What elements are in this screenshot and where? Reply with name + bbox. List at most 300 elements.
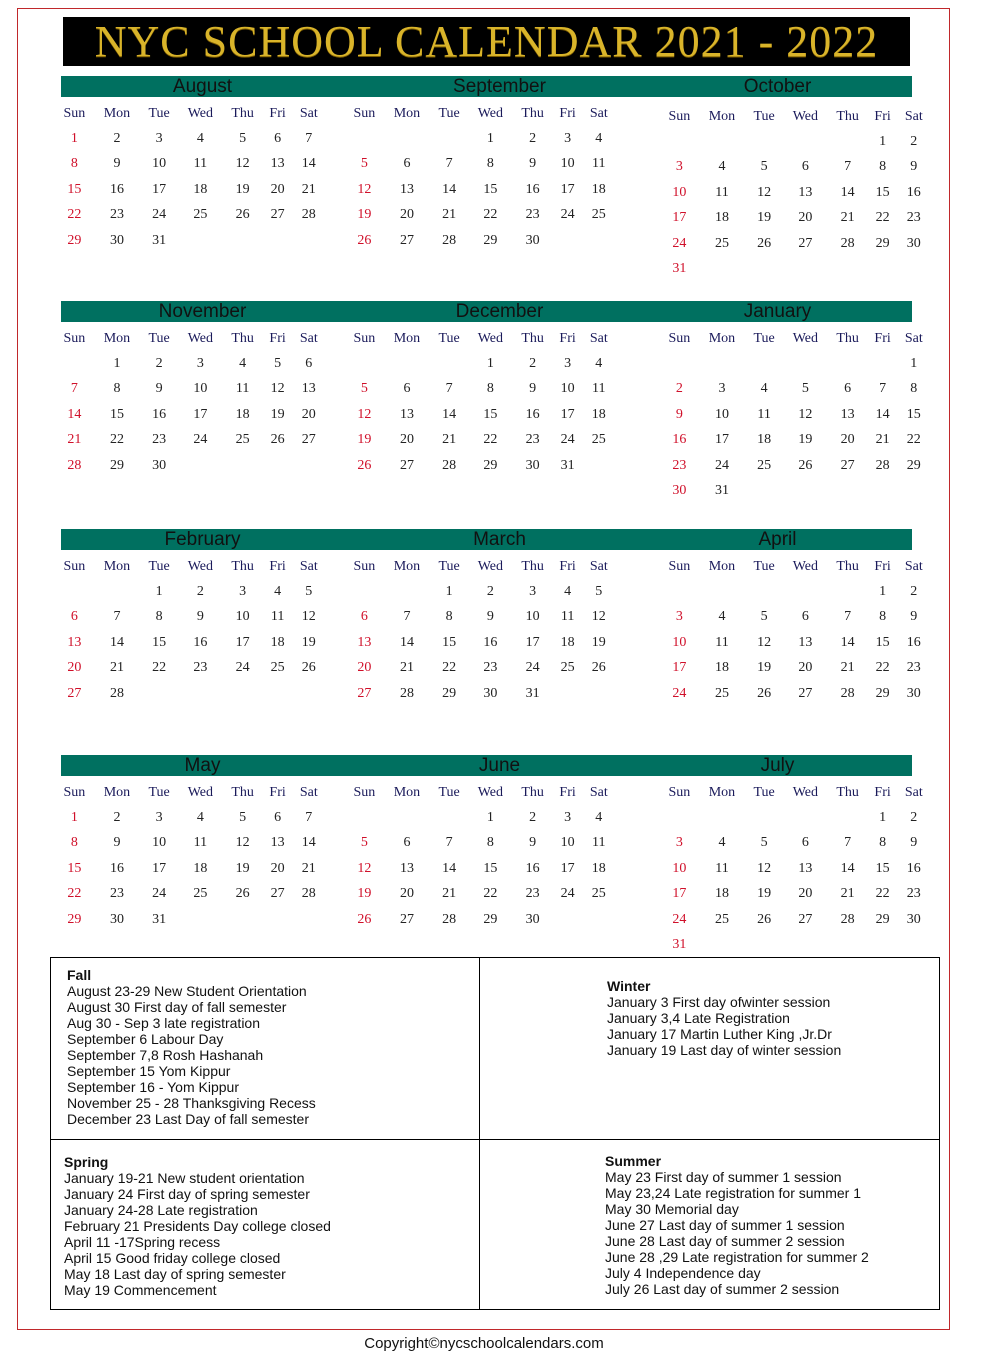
month-name: September: [453, 76, 546, 97]
weekday-header: Wed: [477, 785, 503, 800]
day-cell: 1: [879, 809, 887, 825]
day-cell: 22: [109, 432, 124, 448]
week-row: [660, 479, 930, 505]
day-cell: 6: [801, 159, 809, 175]
day-cell: [293, 228, 325, 254]
day-cell: 11: [592, 381, 606, 397]
day-cell: [783, 805, 828, 831]
week-row: [345, 656, 615, 682]
day-cell: 8: [486, 835, 494, 851]
day-cell: 17: [560, 181, 575, 197]
day-cell: [745, 933, 783, 959]
day-cell: 6: [274, 809, 282, 825]
note-item: January 17 Martin Luther King ,Jr.Dr: [607, 1026, 832, 1042]
day-cell: 19: [757, 210, 772, 226]
day-cell: 20: [301, 406, 316, 422]
month-january: [660, 327, 930, 504]
day-cell: 8: [910, 381, 918, 397]
day-cell: 5: [360, 156, 368, 172]
week-row: [660, 656, 930, 682]
day-cell: 24: [152, 886, 167, 902]
day-cell: 9: [486, 609, 494, 625]
day-cell: 29: [483, 457, 498, 473]
week-row: [345, 907, 615, 933]
week-row: [660, 630, 930, 656]
day-cell: 22: [906, 432, 921, 448]
day-cell: 31: [560, 457, 575, 473]
day-cell: 7: [844, 609, 852, 625]
day-cell: 1: [113, 355, 121, 371]
day-cell: 10: [560, 381, 575, 397]
day-cell: 30: [906, 685, 921, 701]
day-cell: [583, 228, 615, 254]
weekday-header: Sat: [299, 559, 318, 574]
week-row: [660, 856, 930, 882]
day-cell: 4: [239, 355, 247, 371]
day-cell: 23: [906, 210, 921, 226]
day-cell: 1: [70, 130, 78, 146]
day-cell: 17: [560, 860, 575, 876]
weekday-header: Wed: [792, 785, 818, 800]
day-cell: [178, 228, 223, 254]
day-cell: [660, 805, 699, 831]
day-cell: [898, 257, 930, 283]
note-item: June 27 Last day of summer 1 session: [605, 1217, 845, 1233]
day-cell: 22: [483, 207, 498, 223]
week-row: [660, 831, 930, 857]
day-cell: [583, 681, 615, 707]
note-item: June 28 Last day of summer 2 session: [605, 1233, 845, 1249]
day-cell: 29: [442, 685, 457, 701]
week-row: [55, 882, 325, 908]
week-row: [55, 402, 325, 428]
day-cell: [293, 681, 325, 707]
day-cell: 15: [152, 634, 167, 650]
note-item: September 16 - Yom Kippur: [67, 1079, 239, 1095]
day-cell: [583, 453, 615, 479]
day-cell: 3: [564, 130, 572, 146]
day-cell: 14: [399, 634, 414, 650]
day-cell: 25: [591, 207, 606, 223]
day-cell: 28: [301, 207, 316, 223]
day-cell: 22: [875, 210, 890, 226]
day-cell: 22: [67, 886, 82, 902]
day-cell: 27: [67, 685, 82, 701]
weekday-header: Tue: [438, 331, 460, 346]
day-cell: 15: [875, 634, 890, 650]
day-cell: 14: [875, 406, 890, 422]
month-february: [55, 555, 325, 707]
day-cell: 28: [840, 685, 855, 701]
weekday-header: Sun: [668, 559, 691, 574]
day-cell: 21: [442, 207, 457, 223]
week-row: [660, 257, 930, 283]
day-cell: 27: [270, 886, 285, 902]
day-cell: 9: [910, 159, 918, 175]
week-row: [55, 605, 325, 631]
day-cell: 30: [906, 911, 921, 927]
notes-winter: [607, 978, 841, 1058]
day-cell: 28: [442, 457, 457, 473]
notes-heading: Summer: [605, 1153, 662, 1169]
week-row: [660, 579, 930, 605]
day-cell: 3: [196, 355, 204, 371]
day-cell: [55, 351, 94, 377]
day-cell: [223, 453, 263, 479]
day-cell: 16: [906, 184, 921, 200]
day-cell: 10: [672, 860, 687, 876]
day-cell: 19: [235, 181, 250, 197]
weekday-header: Tue: [438, 785, 460, 800]
notes-table: [50, 957, 940, 1310]
day-cell: [430, 351, 468, 377]
day-cell: 21: [67, 432, 82, 448]
note-item: September 7,8 Rosh Hashanah: [67, 1047, 264, 1063]
day-cell: 25: [591, 886, 606, 902]
day-cell: 19: [235, 860, 250, 876]
day-cell: 15: [483, 860, 498, 876]
day-cell: 29: [67, 911, 82, 927]
day-cell: 18: [714, 886, 729, 902]
weekday-header: Thu: [521, 559, 544, 574]
day-cell: 8: [486, 381, 494, 397]
day-cell: 30: [672, 483, 687, 499]
day-cell: [868, 257, 898, 283]
day-cell: 6: [801, 835, 809, 851]
day-cell: 14: [301, 835, 316, 851]
week-row: [55, 152, 325, 178]
day-cell: 9: [529, 835, 537, 851]
day-cell: 6: [274, 130, 282, 146]
day-cell: [783, 129, 828, 155]
month-name: October: [743, 76, 812, 97]
notes-heading: Spring: [64, 1154, 109, 1170]
day-cell: 12: [798, 406, 813, 422]
day-cell: 8: [879, 835, 887, 851]
day-cell: 7: [445, 381, 453, 397]
day-cell: 25: [714, 235, 729, 251]
weekday-header: Wed: [792, 559, 818, 574]
week-row: [55, 907, 325, 933]
day-cell: 12: [235, 835, 250, 851]
day-cell: 18: [591, 181, 606, 197]
weekday-header: Fri: [874, 331, 891, 346]
day-cell: 11: [270, 609, 285, 625]
day-cell: 11: [715, 184, 729, 200]
day-cell: 24: [560, 886, 575, 902]
day-cell: 20: [399, 432, 414, 448]
day-cell: 9: [113, 156, 121, 172]
day-cell: 7: [403, 609, 411, 625]
day-cell: 4: [196, 809, 204, 825]
day-cell: 11: [715, 860, 729, 876]
note-item: November 25 - 28 Thanksgiving Recess: [67, 1095, 316, 1111]
day-cell: 27: [357, 685, 372, 701]
day-cell: 25: [193, 886, 208, 902]
day-cell: 21: [840, 886, 855, 902]
day-cell: 20: [798, 886, 813, 902]
weekday-header: Mon: [393, 331, 421, 346]
day-cell: 12: [757, 634, 772, 650]
week-row: [660, 605, 930, 631]
day-cell: 13: [270, 156, 285, 172]
day-cell: 23: [525, 886, 540, 902]
day-cell: 8: [486, 156, 494, 172]
day-cell: 7: [113, 609, 121, 625]
month-august: [55, 102, 325, 254]
day-cell: 1: [879, 583, 887, 599]
day-cell: 29: [875, 685, 890, 701]
weekday-header: Tue: [753, 559, 775, 574]
note-item: May 30 Memorial day: [605, 1201, 739, 1217]
day-cell: 3: [675, 159, 683, 175]
month-name: December: [455, 301, 544, 322]
day-cell: 26: [591, 660, 606, 676]
day-cell: 30: [525, 911, 540, 927]
day-cell: 19: [757, 660, 772, 676]
day-cell: [868, 933, 898, 959]
day-cell: [178, 453, 223, 479]
day-cell: 28: [67, 457, 82, 473]
day-cell: [828, 479, 868, 505]
day-cell: 18: [714, 660, 729, 676]
weekday-header: Tue: [148, 106, 170, 121]
weekday-header: Sat: [904, 559, 923, 574]
day-cell: [293, 907, 325, 933]
day-cell: 4: [564, 583, 572, 599]
week-row: [660, 377, 930, 403]
day-cell: 23: [152, 432, 167, 448]
day-cell: 9: [196, 609, 204, 625]
weekday-header: Tue: [148, 331, 170, 346]
day-cell: [783, 933, 828, 959]
day-cell: [828, 933, 868, 959]
day-cell: 22: [67, 207, 82, 223]
week-row: [345, 681, 615, 707]
day-cell: 18: [560, 634, 575, 650]
day-cell: [898, 933, 930, 959]
day-cell: 5: [239, 809, 247, 825]
week-row: [345, 177, 615, 203]
note-item: January 24 First day of spring semester: [64, 1186, 310, 1202]
day-cell: 8: [155, 609, 163, 625]
day-cell: [868, 351, 898, 377]
day-cell: 2: [910, 133, 918, 149]
day-cell: 6: [360, 609, 368, 625]
note-item: September 6 Labour Day: [67, 1031, 224, 1047]
day-cell: 20: [798, 210, 813, 226]
day-cell: 10: [193, 381, 208, 397]
note-item: September 15 Yom Kippur: [67, 1063, 231, 1079]
day-cell: 26: [357, 232, 372, 248]
day-cell: 14: [109, 634, 124, 650]
notes-heading: Fall: [67, 967, 92, 983]
day-cell: [745, 579, 783, 605]
day-cell: [345, 126, 384, 152]
weekday-header: Fri: [559, 331, 576, 346]
month-july: [660, 781, 930, 958]
weekday-header: Thu: [231, 785, 254, 800]
day-cell: 22: [483, 886, 498, 902]
day-cell: 2: [486, 583, 494, 599]
day-cell: 23: [193, 660, 208, 676]
day-cell: 13: [840, 406, 855, 422]
week-row: [345, 579, 615, 605]
day-cell: 21: [840, 210, 855, 226]
note-item: June 28 ,29 Late registration for summer 2: [605, 1249, 869, 1265]
day-cell: 29: [906, 457, 921, 473]
week-row: [345, 630, 615, 656]
week-row: [55, 203, 325, 229]
day-cell: 20: [798, 660, 813, 676]
day-cell: 3: [564, 809, 572, 825]
day-cell: 18: [591, 406, 606, 422]
day-cell: [553, 907, 583, 933]
day-cell: 24: [672, 911, 687, 927]
day-cell: 7: [445, 156, 453, 172]
week-row: [55, 177, 325, 203]
day-cell: [94, 579, 140, 605]
day-cell: [699, 805, 745, 831]
day-cell: 16: [525, 181, 540, 197]
day-cell: [263, 228, 293, 254]
weekday-header: Sat: [589, 331, 608, 346]
day-cell: 8: [445, 609, 453, 625]
weekday-header: Fri: [559, 106, 576, 121]
day-cell: 9: [155, 381, 163, 397]
day-cell: 24: [525, 660, 540, 676]
week-row: [660, 882, 930, 908]
day-cell: 26: [270, 432, 285, 448]
weekday-header: Fri: [874, 559, 891, 574]
weekday-header: Sat: [589, 106, 608, 121]
day-cell: 10: [152, 156, 167, 172]
day-cell: 28: [840, 235, 855, 251]
week-row: [660, 453, 930, 479]
week-row: [345, 402, 615, 428]
day-cell: 30: [525, 232, 540, 248]
day-cell: [828, 351, 868, 377]
day-cell: [699, 579, 745, 605]
month-name: May: [184, 755, 221, 776]
day-cell: 29: [875, 911, 890, 927]
day-cell: 9: [529, 381, 537, 397]
day-cell: 20: [399, 886, 414, 902]
day-cell: 12: [357, 860, 372, 876]
weekday-header: Thu: [231, 559, 254, 574]
week-row: [55, 453, 325, 479]
note-item: January 24-28 Late registration: [64, 1202, 258, 1218]
day-cell: 19: [357, 886, 372, 902]
week-row: [55, 831, 325, 857]
note-item: Aug 30 - Sep 3 late registration: [67, 1015, 261, 1031]
weekday-header: Wed: [792, 109, 818, 124]
divider: [51, 1139, 939, 1140]
day-cell: 18: [193, 860, 208, 876]
day-cell: 11: [193, 156, 208, 172]
weekday-header: Thu: [836, 559, 859, 574]
day-cell: 25: [270, 660, 285, 676]
month-june: [345, 781, 615, 933]
month-march: [345, 555, 615, 707]
weekday-header: Tue: [753, 331, 775, 346]
day-cell: 2: [529, 130, 537, 146]
weekday-header: Sun: [353, 331, 376, 346]
day-cell: 1: [155, 583, 163, 599]
week-row: [660, 351, 930, 377]
weekday-header: Tue: [753, 785, 775, 800]
month-december: [345, 327, 615, 479]
day-cell: 26: [357, 457, 372, 473]
week-row: [660, 155, 930, 181]
day-cell: 13: [357, 634, 372, 650]
day-cell: 10: [672, 634, 687, 650]
day-cell: [699, 257, 745, 283]
day-cell: 27: [798, 685, 813, 701]
day-cell: 26: [235, 886, 250, 902]
day-cell: [699, 351, 745, 377]
day-cell: 21: [301, 181, 316, 197]
day-cell: 22: [875, 886, 890, 902]
day-cell: [783, 579, 828, 605]
day-cell: 6: [844, 381, 852, 397]
day-cell: 20: [67, 660, 82, 676]
day-cell: 3: [675, 835, 683, 851]
day-cell: 23: [525, 207, 540, 223]
day-cell: 10: [714, 406, 729, 422]
day-cell: 2: [910, 583, 918, 599]
day-cell: 11: [193, 835, 208, 851]
day-cell: 12: [270, 381, 285, 397]
day-cell: 15: [67, 181, 82, 197]
weekday-header: Sun: [668, 331, 691, 346]
day-cell: [263, 453, 293, 479]
weekday-header: Wed: [187, 785, 213, 800]
weekday-header: Fri: [559, 559, 576, 574]
weekday-header: Wed: [477, 559, 503, 574]
day-cell: 18: [193, 181, 208, 197]
weekday-header: Sun: [668, 785, 691, 800]
day-cell: 7: [879, 381, 887, 397]
day-cell: [828, 579, 868, 605]
day-cell: 23: [525, 432, 540, 448]
day-cell: 20: [399, 207, 414, 223]
day-cell: 2: [113, 130, 121, 146]
day-cell: 20: [270, 860, 285, 876]
day-cell: 24: [193, 432, 208, 448]
day-cell: 8: [879, 609, 887, 625]
day-cell: [384, 579, 430, 605]
day-cell: 1: [486, 355, 494, 371]
day-cell: 6: [403, 156, 411, 172]
weekday-header: Fri: [874, 109, 891, 124]
day-cell: 7: [445, 835, 453, 851]
day-cell: 28: [875, 457, 890, 473]
day-cell: 14: [442, 181, 457, 197]
month-name: January: [743, 301, 812, 322]
day-cell: 27: [798, 911, 813, 927]
day-cell: 25: [193, 207, 208, 223]
day-cell: 21: [875, 432, 890, 448]
weekday-header: Wed: [187, 106, 213, 121]
day-cell: 11: [592, 835, 606, 851]
weekday-header: Fri: [874, 785, 891, 800]
day-cell: 21: [442, 886, 457, 902]
day-cell: 6: [403, 381, 411, 397]
day-cell: [828, 129, 868, 155]
day-cell: 27: [301, 432, 316, 448]
week-row: [55, 805, 325, 831]
